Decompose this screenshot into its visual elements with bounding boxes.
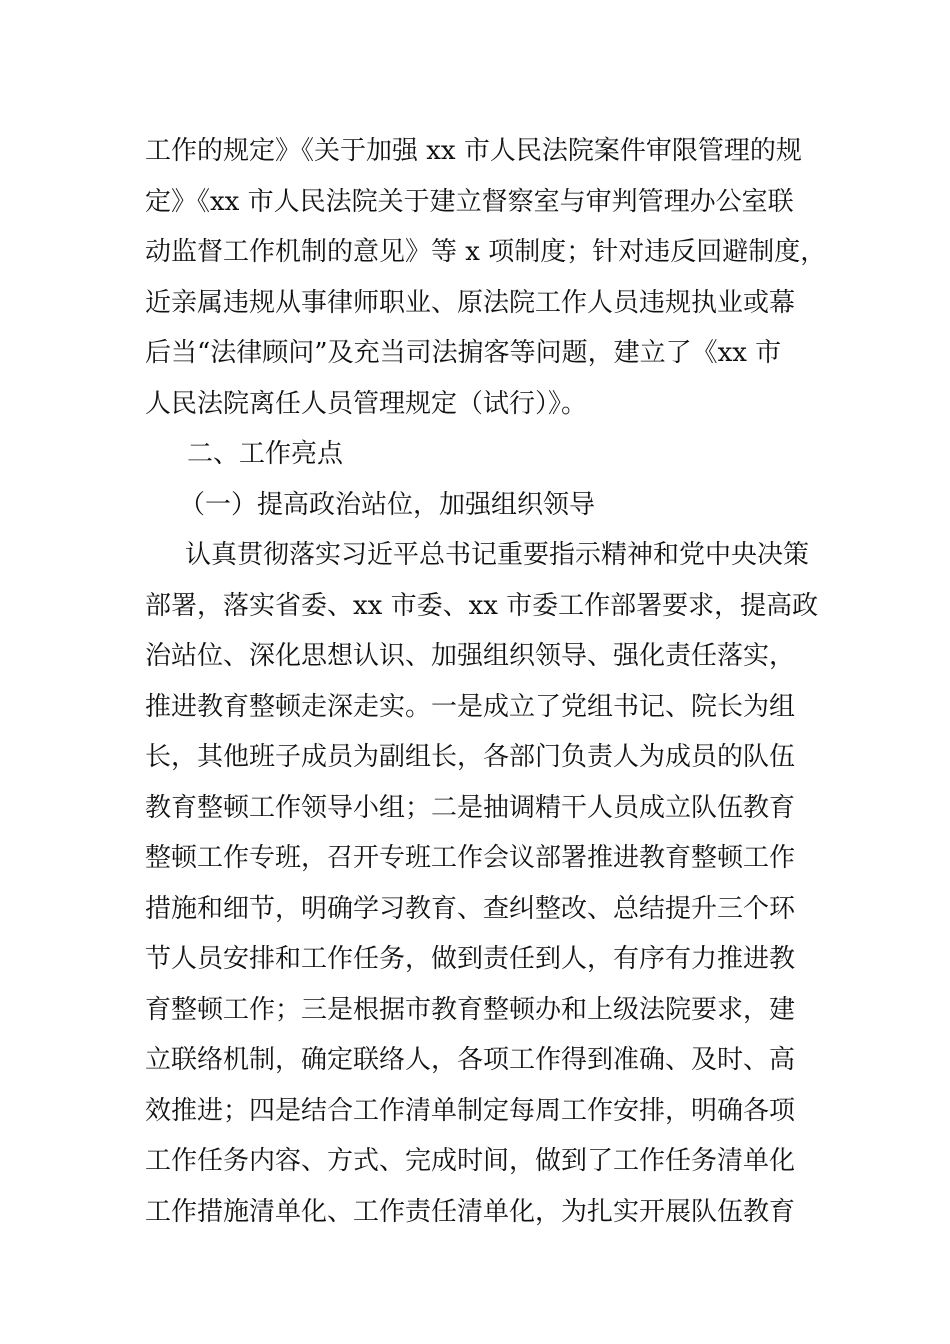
body-line: 近亲属违规从事律师职业、原法院工作人员违规执业或幕 [145, 287, 796, 318]
body-line: 效推进；四是结合工作清单制定每周工作安排，明确各项 [145, 1095, 796, 1126]
body-line: 节人员安排和工作任务，做到责任到人，有序有力推进教 [145, 944, 796, 974]
body-line: 教育整顿工作领导小组；二是抽调精干人员成立队伍教育 [145, 792, 796, 823]
body-line: 人民法院离任人员管理规定（试行）》。 [145, 388, 588, 419]
body-line: 措施和细节，明确学习教育、查纠整改、总结提升三个环 [145, 893, 796, 924]
body-line: 动监督工作机制的意见》等 x 项制度；针对违反回避制度， [145, 237, 827, 267]
body-line: 工作措施清单化、工作责任清单化，为扎实开展队伍教育 [145, 1196, 796, 1227]
body-line: 长，其他班子成员为副组长，各部门负责人为成员的队伍 [145, 742, 796, 772]
section-heading: 二、工作亮点 [187, 439, 344, 469]
body-line: 工作任务内容、方式、完成时间，做到了工作任务清单化 [145, 1146, 796, 1176]
body-line: 工作的规定》《关于加强 xx 市人民法院案件审限管理的规 [145, 136, 802, 166]
subsection-heading: （一）提高政治站位，加强组织领导 [179, 489, 596, 520]
body-line: 育整顿工作；三是根据市教育整顿办和上级法院要求，建 [145, 994, 796, 1025]
paragraph-first-line: 认真贯彻落实习近平总书记重要指示精神和党中央决策 [185, 540, 810, 570]
body-line: 定》《xx 市人民法院关于建立督察室与审判管理办公室联 [145, 186, 794, 217]
body-line: 后当“法律顾问”及充当司法掮客等问题，建立了《xx 市 [145, 338, 782, 368]
body-line: 部署，落实省委、xx 市委、xx 市委工作部署要求，提高政 [145, 590, 819, 621]
body-line: 整顿工作专班，召开专班工作会议部署推进教育整顿工作 [145, 843, 796, 873]
body-line: 推进教育整顿走深走实。一是成立了党组书记、院长为组 [145, 691, 796, 722]
body-line: 治站位、深化思想认识、加强组织领导、强化责任落实， [145, 641, 796, 671]
document-body [145, 126, 835, 1237]
body-line: 立联络机制，确定联络人，各项工作得到准确、及时、高 [145, 1045, 796, 1075]
